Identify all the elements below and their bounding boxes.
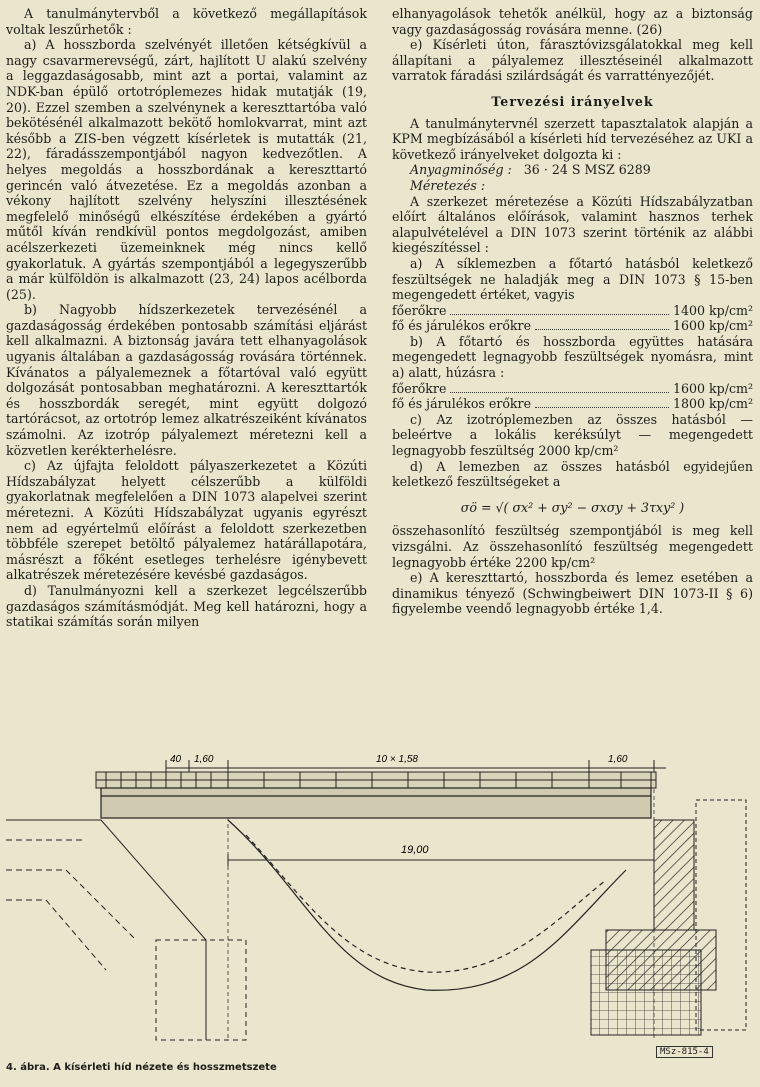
stress-row-label: fő és járulékos erőkre: [392, 318, 532, 334]
sizing-label: Méretezés :: [410, 177, 486, 193]
stress-row: [392, 303, 753, 319]
sub-e-paragraph: e) A kereszttartó, hosszborda és lemez esetében a dinamikus tényező (Schwingbeiwert DIN 1073-II § 6) figyelembe veendő legnagyobb értéke 1,4.: [392, 570, 753, 617]
sizing-intro: A szerkezet méretezése a Közúti Hídszabályzatban előírt általános előírások, valamint hasznos terhek alapulvételével a DIN 1073 szerint történik az alábbi kiegészítéssel :: [392, 193, 753, 256]
material-line: [392, 162, 753, 178]
point-c-paragraph: c) Az újfajta feloldott pályaszerkezetet a Közúti Hídszabályzat helyett célszerűbb a külföldi gyakorlatnak megfelelően a DIN 1073 alapelvei szerint méretezni. A Közúti Hídszabályzat ugyanis egyrészt nem ad egyértelmű előírást a feloldott szerkezetben többféle szerepet betöltő pályalemez határállapotára, másrészt a főként esetleges terhelésre igénybevett alkatrészek méretezésére kevésbé gazdaságos.: [6, 458, 367, 583]
dim-total-label: 19,00: [401, 844, 429, 856]
dim-160-right-label: 1,60: [608, 754, 628, 765]
sub-a-paragraph: a) A síklemezben a főtartó hatásból keletkező feszültségek ne haladják meg a DIN 1073 § 15-ben megengedett értéket, vagyis: [392, 255, 753, 303]
drawing-stamp: MSz-815-4: [656, 1046, 713, 1058]
right-abutment: [591, 800, 746, 1035]
stress-row-value: 1600 kp/cm²: [672, 380, 753, 396]
point-e-paragraph: e) Kísérleti úton, fárasztóvizsgálatokkal meg kell állapítani a pályalemez illesztéseinél alkalmazott varratok fáradási szilárdságát és varrattényezőjét.: [392, 37, 753, 84]
figure-caption: 4. ábra. A kísérleti híd nézete és hosszmetszete: [6, 1062, 277, 1073]
dimension-line-span: [228, 854, 654, 866]
stress-row-label: főerőkre: [392, 302, 447, 318]
sub-d-paragraph: d) A lemezben az összes hatásból egyidejűen keletkező feszültségeket a: [392, 458, 753, 490]
continuation-paragraph: elhanyagolások tehetők anélkül, hogy az a biztonság vagy gazdaságosság rovására menne. (26): [392, 6, 753, 37]
dot-leader: [450, 392, 669, 393]
right-column: [392, 6, 753, 617]
bridge-girder: [101, 788, 651, 818]
bridge-drawing: [6, 740, 754, 1045]
stress-row-label: főerőkre: [392, 380, 447, 396]
left-embankment: [6, 820, 246, 1040]
left-column: [6, 6, 367, 630]
stress-row: [392, 396, 753, 412]
stress-row-value: 1600 kp/cm²: [672, 318, 753, 334]
dot-leader: [535, 407, 669, 408]
sub-d-after-paragraph: összehasonlító feszültség szempontjából is meg kell vizsgálni. Az összehasonlító feszültség megengedett legnagyobb értéke 2200 kp/cm²: [392, 523, 753, 570]
material-value: 36 · 24 S MSZ 6289: [523, 162, 651, 178]
sub-c-paragraph: c) Az izotróplemezben az összes hatásból — beleértve a lokális keréksúlyt — megengedett legnagyobb feszültség 2000 kp/cm²: [392, 411, 753, 459]
material-label: Anyagminőség :: [410, 162, 512, 178]
dim-160-left-label: 1,60: [194, 754, 214, 765]
stress-row-value: 1800 kp/cm²: [672, 396, 753, 412]
stress-row-value: 1400 kp/cm²: [672, 302, 753, 318]
section-intro: A tanulmánytervnél szerzett tapasztalatok alapján a KPM megbízásából a kísérleti híd tervezéséhez az UKI a következő irányelveket dolgozta ki :: [392, 115, 753, 162]
sub-b-paragraph: b) A főtartó és hosszborda együttes hatására megengedett legnagyobb feszültségek nyomásra, mint a) alatt, húzásra :: [392, 333, 753, 381]
dot-leader: [535, 329, 669, 330]
stress-row-label: fő és járulékos erőkre: [392, 396, 532, 412]
point-a-paragraph: a) A hosszborda szelvényét illetően kétségkívül a nagy csavarmerevségű, zárt, hajlított U alakú szelvény a leggazdaságosabb, mint azt a portai, valamint az NDK-ban épülő ortotróplemezes hidak mutatják (19, 20). Ezzel szemben a szelvénynek a kereszttartóba való bekötésénél alkalmazott bekötő homlokvarrat, mint azt később a ZIS-ben végzett kísérletek is mutatták (21, 22), fáradásszempontjából nagyon kedvezőtlen. A helyes megoldás a hosszbordának a kereszttartó gerincén való átvezetése. Ez a megoldás azonban a vékony hajlított szelvény helyszíni illesztésének megfelelő minőségű elkészítése érdekében a gyártó műtől kíván rendkívül pontos megdolgozást, amiben acélszerkezeti üzemeinknek még nincs kellő gyakorlatuk. A gyártás szempontjából a legegyszerűbb a már külföldön is alkalmazott (23, 24) lapos acélborda (25).: [6, 37, 367, 302]
dot-leader: [450, 314, 669, 315]
intro-paragraph: A tanulmánytervből a következő megállapítások voltak leszűrhetők :: [6, 6, 367, 37]
dim-40-label: 40: [170, 754, 182, 765]
point-b-paragraph: b) Nagyobb hídszerkezetek tervezésénél a gazdaságosság érdekében pontosabb számítási eljárást kell alkalmazni. A biztonság javára tett elhanyagolások ugyanis általában a gazdaságosság rovására történnek. Kívánatos a pályalemeznek a főtartóval való együtt dolgozását pontosabban meghatározni. A kereszttartók és hosszbordák seregét, mint együtt dolgozó tartórácsot, az ortotróp lemez alkatrészeiként kívánatos számolni. Az izotróp pályalemezt méretezni kell a közvetlen kerékterhelésre.: [6, 302, 367, 458]
stress-row: [392, 381, 753, 397]
comparison-stress-formula: σö = √( σx² + σy² − σxσy + 3τxy² ): [460, 499, 685, 515]
dim-span-label: 10 × 1,58: [376, 754, 418, 765]
section-title: Tervezési irányelvek: [491, 93, 654, 109]
point-d-paragraph: d) Tanulmányozni kell a szerkezet legcélszerűbb gazdaságos számításmódját. Meg kell határozni, hogy a statikai számítás során milyen: [6, 582, 367, 630]
stress-row: [392, 318, 753, 334]
bridge-railing: [96, 772, 656, 788]
